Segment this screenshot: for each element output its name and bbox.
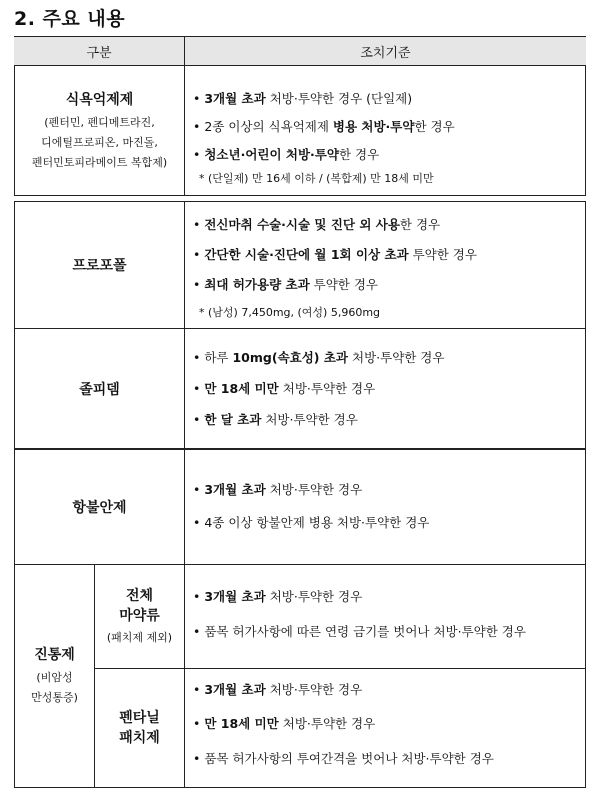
fentanyl-name-line: 펜타닐 xyxy=(119,710,160,726)
analgesic-sub-line: (비암성 xyxy=(36,671,73,684)
header-category: 구분 xyxy=(86,45,112,61)
zolpidem-category xyxy=(15,329,185,448)
criteria-item: • 만 18세 미만 처방·투약한 경우 xyxy=(193,381,376,396)
appetite-sub xyxy=(32,113,167,173)
criteria-note: * (단일제) 만 16세 이하 / (복합제) 만 18세 미만 xyxy=(199,172,434,185)
appetite-sub-line: 펜터민토피라메이트 복합제) xyxy=(31,155,168,169)
criteria-note: * (남성) 7,450mg, (여성) 5,960mg xyxy=(199,306,381,319)
analgesic-category xyxy=(15,565,95,787)
criteria-item: • 최대 허가용량 초과 투약한 경우 xyxy=(193,277,378,292)
criteria-item: • 3개월 초과 처방·투약한 경우 xyxy=(193,482,363,497)
all-drugs-name-line: 전체 xyxy=(125,587,154,604)
criteria-item: • 하루 10mg(속효성) 초과 처방·투약한 경우 xyxy=(193,350,445,365)
anxiolytic-criteria xyxy=(185,450,585,564)
analgesic-sub-line: 만성통증) xyxy=(31,691,78,704)
anxiolytic-category xyxy=(15,450,185,564)
criteria-item: • 품목 허가사항의 투여간격을 벗어나 처방·투약한 경우 xyxy=(193,751,494,766)
propofol-category xyxy=(15,202,185,328)
appetite-sub-line: (펜터민, 펜디메트라진, xyxy=(44,115,155,129)
fentanyl-name xyxy=(119,708,160,748)
anxiolytic-row xyxy=(14,449,586,565)
all-drugs-name xyxy=(119,586,160,626)
table-header xyxy=(14,36,586,66)
section-heading: 2. 주요 내용 xyxy=(14,8,126,30)
all-drugs-name-line: 마약류 xyxy=(119,607,160,624)
criteria-item: • 2종 이상의 식욕억제제 병용 처방·투약한 경우 xyxy=(193,119,455,134)
appetite-category xyxy=(15,66,185,195)
criteria-item: • 3개월 초과 처방·투약한 경우 xyxy=(193,682,363,697)
fentanyl-category xyxy=(95,669,185,787)
criteria-item: • 품목 허가사항에 따른 연령 금기를 벗어나 처방·투약한 경우 xyxy=(193,624,526,639)
anxiolytic-name: 항불안제 xyxy=(72,500,127,516)
zolpidem-row xyxy=(14,329,586,449)
all-drugs-category xyxy=(95,565,185,669)
appetite-sub-line: 디에틸프로피온, 마진돌, xyxy=(41,135,158,149)
criteria-item: • 청소년·어린이 처방·투약한 경우 xyxy=(193,147,380,162)
propofol-name: 프로포폴 xyxy=(72,258,127,274)
fentanyl-name-line: 패치제 xyxy=(119,730,160,746)
criteria-item: • 전신마취 수술·시술 및 진단 외 사용한 경우 xyxy=(193,217,441,232)
zolpidem-name: 졸피뎀 xyxy=(79,381,120,398)
all-drugs-sub: (패치제 제외) xyxy=(106,630,173,644)
appetite-name: 식욕억제제 xyxy=(65,91,134,108)
analgesic-name: 진통제 xyxy=(34,647,75,663)
criteria-item: • 한 달 초과 처방·투약한 경우 xyxy=(193,412,358,427)
header-criteria: 조치기준 xyxy=(184,37,586,65)
appetite-row xyxy=(14,66,586,196)
propofol-criteria xyxy=(185,202,585,328)
appetite-criteria xyxy=(185,66,585,195)
criteria-item: • 3개월 초과 처방·투약한 경우 (단일제) xyxy=(193,91,413,106)
criteria-item: • 4종 이상 항불안제 병용 처방·투약한 경우 xyxy=(193,515,430,530)
analgesic-sub xyxy=(31,668,78,708)
criteria-item: • 만 18세 미만 처방·투약한 경우 xyxy=(193,716,376,731)
all-drugs-criteria xyxy=(185,565,585,669)
criteria-item: • 간단한 시술·진단에 월 1회 이상 초과 투약한 경우 xyxy=(193,247,477,262)
analgesic-row xyxy=(14,565,586,788)
fentanyl-criteria xyxy=(185,669,585,787)
criteria-item: • 3개월 초과 처방·투약한 경우 xyxy=(193,589,363,604)
propofol-row xyxy=(14,201,586,329)
zolpidem-criteria xyxy=(185,329,585,448)
